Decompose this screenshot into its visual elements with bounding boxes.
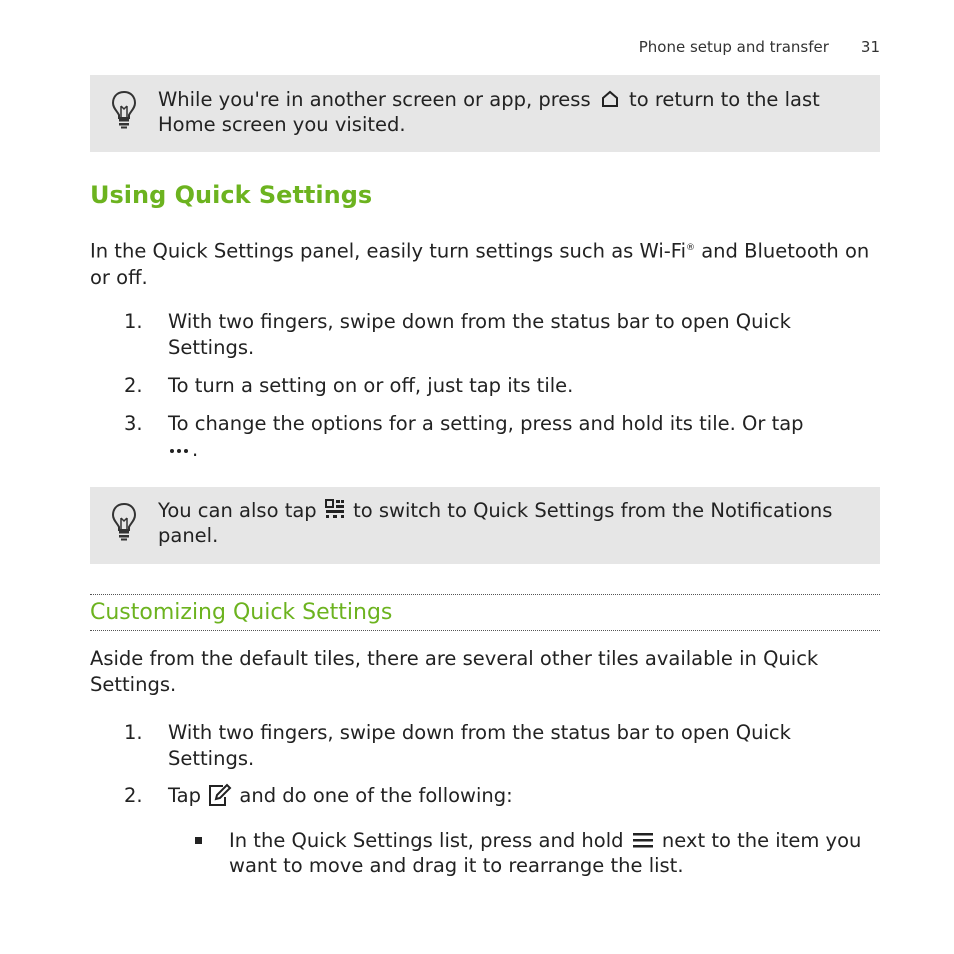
- tip-text: [158, 498, 866, 548]
- lightbulb-icon: [110, 89, 138, 129]
- step-text: To turn a setting on or off, just tap its tile.: [168, 374, 574, 397]
- section-intro: Aside from the default tiles, there are several other tiles available in Quick Settings.: [90, 647, 819, 696]
- tip-text-part: to return to the last Home screen you visited.: [158, 88, 820, 136]
- quick-settings-icon: [323, 498, 347, 520]
- bullet-text: [229, 828, 869, 878]
- intro-text: and Bluetooth on or off.: [90, 239, 870, 289]
- section-divider-bottom: [90, 630, 880, 631]
- tip-text: [158, 87, 866, 137]
- step-number: 2.: [124, 784, 143, 807]
- step-text-part: Tap: [168, 784, 202, 807]
- step-text: [168, 411, 858, 463]
- bullet-text-part: In the Quick Settings list, press and hold: [229, 829, 624, 852]
- home-icon: [597, 89, 623, 109]
- tip-box: [90, 487, 880, 564]
- subsection-title: Customizing Quick Settings: [90, 600, 393, 625]
- edit-icon: [207, 783, 233, 807]
- tip-text-part: to switch to Quick Settings from the Notifications panel.: [158, 499, 833, 547]
- more-options-icon: [168, 442, 192, 456]
- step-text: With two fingers, swipe down from the status bar to open Quick Settings.: [168, 721, 791, 770]
- step-text-part: and do one of the following:: [239, 784, 513, 807]
- tip-text-part: You can also tap: [158, 499, 317, 522]
- section-title: Using Quick Settings: [90, 181, 373, 209]
- header-section-title: Phone setup and transfer: [638, 38, 829, 56]
- step-text: With two fingers, swipe down from the status bar to open Quick Settings.: [168, 310, 791, 359]
- step-number: 1.: [124, 721, 143, 744]
- running-header: [639, 38, 880, 56]
- step-text-part: .: [192, 438, 199, 461]
- section-intro: [90, 235, 880, 291]
- step-number: 3.: [124, 412, 143, 435]
- section-divider-top: [90, 594, 880, 595]
- step-number: 1.: [124, 310, 143, 333]
- tip-text-part: While you're in another screen or app, press: [158, 88, 591, 111]
- step-text: [168, 783, 858, 809]
- drag-handle-icon: [630, 830, 656, 850]
- registered-mark: ®: [686, 243, 696, 253]
- bullet-marker: [195, 837, 202, 844]
- bullet-text-part: next to the item you want to move and drag it to rearrange the list.: [229, 829, 862, 877]
- step-number: 2.: [124, 374, 143, 397]
- tip-box: [90, 75, 880, 152]
- page-number: 31: [860, 38, 880, 56]
- lightbulb-icon: [110, 501, 138, 541]
- intro-text: In the Quick Settings panel, easily turn settings such as Wi-Fi: [90, 239, 687, 263]
- step-text-part: To change the options for a setting, press and hold its tile. Or tap: [168, 412, 804, 435]
